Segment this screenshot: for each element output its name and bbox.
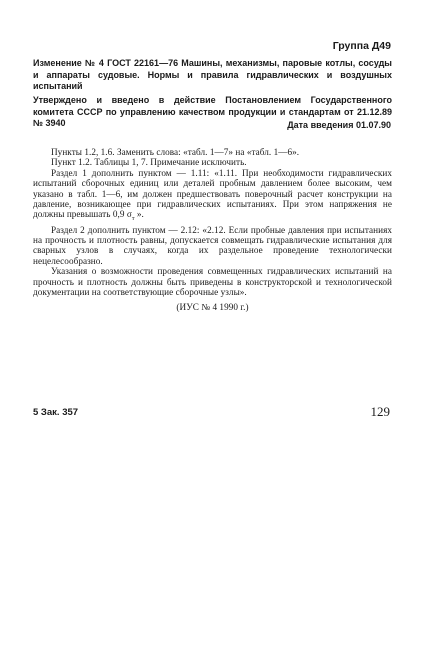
paragraph-4: Раздел 2 дополнить пунктом — 2.12: «2.12. Если пробные давления при испытаниях на прочность и плотность равны, допускается совмещать гидравлические испытания для сварных узлов в случаях, когда их раздельное проведение технологически нецелесообразно. bbox=[33, 224, 392, 266]
source-reference: (ИУС № 4 1990 г.) bbox=[176, 301, 249, 312]
paragraph-2: Пункт 1.2. Таблицы 1, 7. Примечание исключить. bbox=[51, 157, 247, 168]
amendment-body bbox=[33, 147, 392, 312]
paragraph-5: Указания о возможности проведения совмещенных гидравлических испытаний на прочность и плотность должны быть приведены в конструкторской и технологической документации на соответствующие сборочные узлы». bbox=[33, 266, 392, 298]
group-code: Группа Д49 bbox=[332, 40, 391, 52]
order-number: 5 Зак. 357 bbox=[33, 407, 79, 418]
paragraph-3-end: ». bbox=[134, 209, 144, 220]
paragraph-3 bbox=[33, 168, 392, 225]
paragraph-1: Пункты 1.2, 1.6. Заменить слова: «табл. 1—7» на «табл. 1—6». bbox=[51, 147, 300, 157]
effective-date: Дата введения 01.07.90 bbox=[287, 120, 391, 130]
paragraph-3-text: Раздел 1 дополнить пунктом — 1.11: «1.11. При необходимости гидравлических испытаний сборочных единиц или деталей пробным давлением более высоким, чем указано в табл. 1—6, им должен предшествовать поверочный расчет конструкции на давление, возникающее при гидравлических испытаниях. При этом напряжения не должны превышать 0,9 σ bbox=[33, 167, 392, 220]
amendment-title: Изменение № 4 ГОСТ 22161—76 Машины, механизмы, паровые котлы, сосуды и аппараты судовые. Нормы и правила гидравлических и воздушных испытаний bbox=[33, 58, 392, 91]
sigma-subscript: т bbox=[131, 216, 135, 223]
approval-statement: Утверждено и введено в действие Постановлением Государственного комитета СССР по управлению качеством продукции и стандартам от 21.12.89 № 3940 bbox=[33, 95, 392, 128]
page-number: 129 bbox=[370, 404, 390, 419]
